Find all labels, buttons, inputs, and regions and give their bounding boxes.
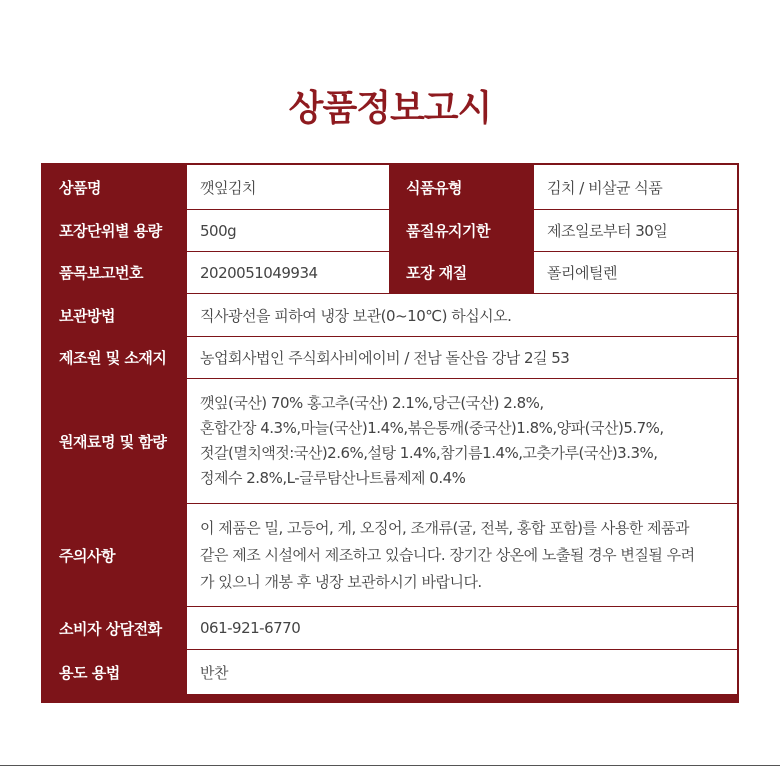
label-ingredients: 원재료명 및 함량: [43, 379, 186, 503]
table-row-report-no: [43, 252, 737, 293]
value-usage: 반찬: [187, 650, 737, 694]
label-report-no: 품목보고번호: [43, 252, 186, 293]
caution-line: 같은 제조 시설에서 제조하고 있습니다. 장기간 상온에 노출될 경우 변질될 우려: [200, 545, 695, 564]
table-row-storage: [43, 294, 737, 336]
value-consumer-phone: 061-921-6770: [187, 607, 737, 649]
table-row-product-name: [43, 165, 737, 209]
value-food-type: 김치 / 비살균 식품: [534, 165, 737, 209]
label-shelf-life: 품질유지기한: [390, 210, 533, 251]
page-title: 상품정보고시: [288, 88, 492, 129]
value-product-name: 깻잎김치: [187, 165, 389, 209]
value-report-no: 2020051049934: [187, 252, 389, 293]
table-row-capacity: [43, 210, 737, 251]
label-package-material: 포장 재질: [390, 252, 533, 293]
label-unit-capacity: 포장단위별 용량: [43, 210, 186, 251]
ingredients-line: 정제수 2.8%,L-글루탐산나트륨제제 0.4%: [200, 469, 466, 487]
value-package-material: 폴리에틸렌: [534, 252, 737, 293]
product-info-table: [41, 163, 739, 703]
value-storage: 직사광선을 피하여 냉장 보관(0~10℃) 하십시오.: [187, 294, 737, 336]
label-storage: 보관방법: [43, 294, 186, 336]
label-manufacturer: 제조원 및 소재지: [43, 337, 186, 378]
table-row-manufacturer: [43, 337, 737, 378]
label-product-name: 상품명: [43, 165, 186, 209]
table-row-caution: [43, 504, 737, 606]
label-food-type: 식품유형: [390, 165, 533, 209]
caution-line: 이 제품은 밀, 고등어, 게, 오징어, 조개류(굴, 전복, 홍합 포함)를 사용한 제품과: [200, 518, 689, 537]
bottom-divider: [0, 765, 780, 766]
value-ingredients: [187, 379, 737, 503]
value-manufacturer: 농업회사법인 주식회사비에이비 / 전남 돌산읍 강남 2길 53: [187, 337, 737, 378]
ingredients-line: 혼합간장 4.3%,마늘(국산)1.4%,볶은통깨(중국산)1.8%,양파(국산)5.7%,: [200, 419, 664, 437]
ingredients-line: 젓갈(멸치액젓:국산)2.6%,설탕 1.4%,참기름1.4%,고춧가루(국산)3.3%,: [200, 444, 658, 462]
table-row-consumer-phone: [43, 607, 737, 649]
value-shelf-life: 제조일로부터 30일: [534, 210, 737, 251]
table-row-usage: [43, 650, 737, 694]
label-caution: 주의사항: [43, 504, 186, 606]
label-consumer-phone: 소비자 상담전화: [43, 607, 186, 649]
table-row-ingredients: [43, 379, 737, 503]
label-usage: 용도 용법: [43, 650, 186, 694]
value-caution: [187, 504, 737, 606]
value-unit-capacity: 500g: [187, 210, 389, 251]
ingredients-line: 깻잎(국산) 70% 홍고추(국산) 2.1%,당근(국산) 2.8%,: [200, 394, 544, 412]
caution-line: 가 있으니 개봉 후 냉장 보관하시기 바랍니다.: [200, 572, 482, 591]
